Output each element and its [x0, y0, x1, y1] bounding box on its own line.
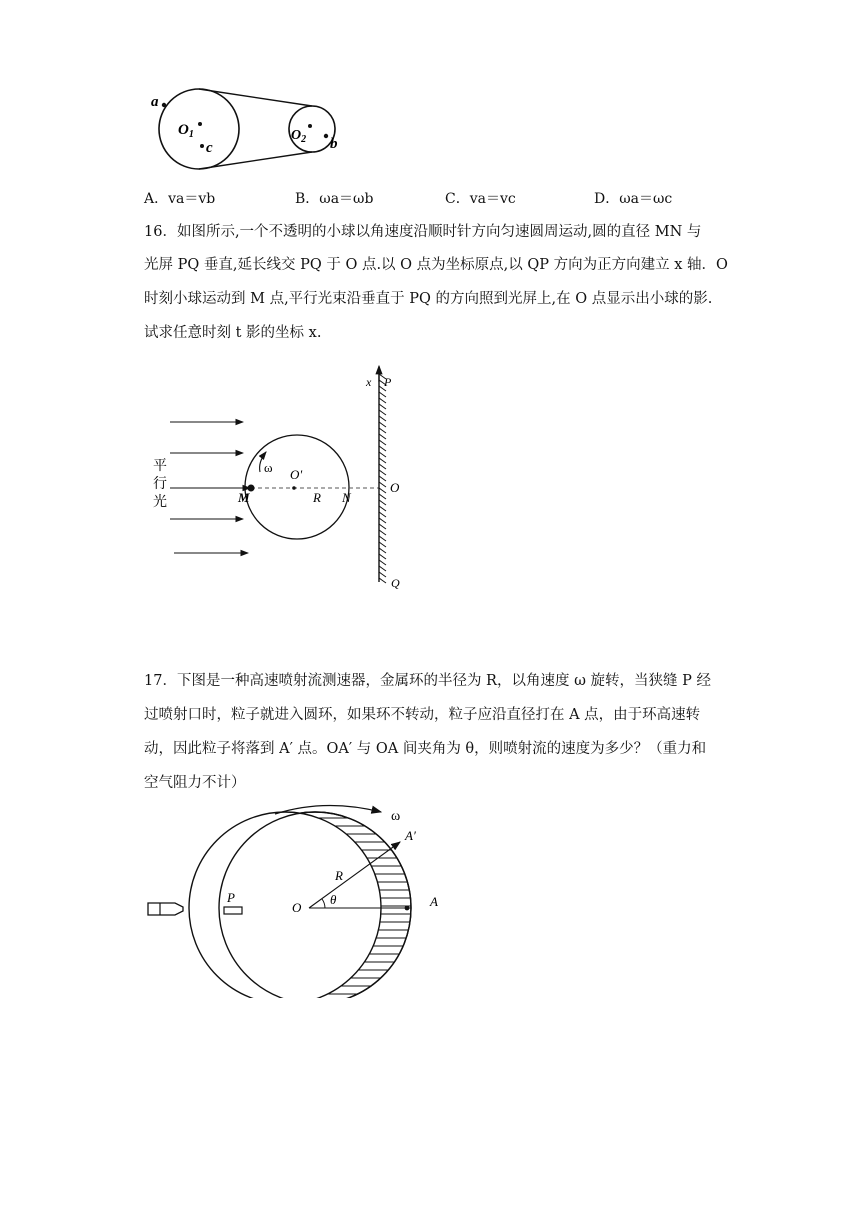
hatch-line [379, 578, 386, 583]
label-o2: $O_2$ [291, 128, 307, 145]
hatch-line [379, 506, 386, 511]
label-theta: θ [330, 892, 337, 907]
hatch-line [379, 548, 386, 553]
hatch-line [379, 428, 386, 433]
hatch-line [379, 536, 386, 541]
option-c: C．va＝vc [445, 191, 516, 207]
hatch-line [379, 452, 386, 457]
option-b: B．ωa＝ωb [295, 191, 374, 207]
belt-bottom [199, 152, 312, 169]
light-label-3: 光 [153, 495, 167, 510]
hatch-line [379, 530, 386, 535]
ring-figure [145, 798, 455, 998]
screen-hatching [379, 374, 386, 583]
hatch-line [379, 392, 386, 397]
pulley-figure [140, 78, 350, 178]
label-omega-17: ω [391, 809, 401, 824]
q16-line-4: 试求任意时刻 t 影的坐标 x. [144, 325, 322, 341]
shadow-figure [148, 362, 428, 590]
hatch-line [379, 572, 386, 577]
option-d: D．ωa＝ωc [594, 191, 673, 207]
q16-line-2: 光屏 PQ 垂直,延长线交 PQ 于 O 点.以 O 点为坐标原点,以 QP 方向为正方向建立 x 轴．O [144, 257, 728, 273]
hatch-line [379, 542, 386, 547]
hatch-line [379, 446, 386, 451]
hatch-line [379, 422, 386, 427]
label-x: x [366, 375, 372, 389]
hatch-line [379, 416, 386, 421]
q17-line-4: 空气阻力不计） [144, 775, 246, 791]
label-r: R [313, 490, 321, 505]
q17-line-1: 17．下图是一种高速喷射流测速器，金属环的半径为 R，以角速度 ω 旋转，当狭缝 P 经 [144, 673, 711, 689]
hatch-line [379, 482, 386, 487]
label-o-prime: O' [290, 467, 303, 482]
label-q: Q [391, 576, 400, 590]
hatch-line [379, 410, 386, 415]
point-a [162, 103, 166, 107]
hatch-line [379, 518, 386, 523]
belt-top [199, 89, 312, 106]
hatch-line [379, 566, 386, 571]
point-o1 [198, 122, 202, 126]
hatch-line [379, 524, 386, 529]
hatch-line [379, 434, 386, 439]
hatch-line [379, 560, 386, 565]
label-a-17: A [430, 894, 438, 909]
point-b [324, 134, 328, 138]
option-a: A．va＝vb [144, 191, 216, 207]
label-p: P [384, 375, 392, 389]
pulley-large [159, 89, 239, 169]
label-o1: $O_1$ [178, 122, 194, 140]
label-p-17: P [227, 890, 235, 905]
hatch-line [379, 476, 386, 481]
hatch-line [379, 488, 386, 493]
label-omega: ω [264, 460, 273, 475]
label-m: M [238, 490, 250, 505]
label-c: c [206, 140, 213, 156]
label-o-17: O [292, 900, 302, 915]
q17-line-2: 过喷射口时，粒子就进入圆环，如果环不转动，粒子应沿直径打在 A 点，由于环高速转 [144, 707, 701, 723]
light-label-2: 行 [153, 477, 167, 492]
hatch-line [379, 440, 386, 445]
label-b: b [330, 136, 338, 152]
hatch-line [379, 554, 386, 559]
label-n: N [342, 490, 351, 505]
hatch-line [379, 458, 386, 463]
label-o: O [390, 480, 400, 495]
ring-original [189, 812, 381, 998]
q16-line-3: 时刻小球运动到 M 点,平行光束沿垂直于 PQ 的方向照到光屏上,在 O 点显示出小球的影. [144, 291, 713, 307]
label-r-17: R [335, 868, 343, 883]
label-a-prime: A′ [405, 828, 416, 843]
light-label-1: 平 [153, 459, 167, 474]
hatch-line [379, 494, 386, 499]
q16-line-1: 16．如图所示,一个不透明的小球以角速度沿顺时针方向匀速圆周运动,圆的直径 MN 与 [144, 224, 702, 240]
point-a-dot [405, 906, 410, 911]
hatch-line [379, 464, 386, 469]
point-c [200, 144, 204, 148]
hatch-line [379, 470, 386, 475]
hatch-line [379, 500, 386, 505]
nozzle [148, 903, 183, 915]
hatch-line [379, 404, 386, 409]
center-dot [292, 486, 296, 490]
orbit-circle [245, 435, 349, 539]
label-a: a [151, 94, 159, 110]
hatch-line [379, 398, 386, 403]
point-o2 [308, 124, 312, 128]
slit-p [224, 907, 242, 914]
hatch-line [379, 512, 386, 517]
q17-line-3: 动，因此粒子将落到 A′ 点。OA′ 与 OA 间夹角为 θ，则喷射流的速度为多少？（重力和 [144, 741, 707, 757]
